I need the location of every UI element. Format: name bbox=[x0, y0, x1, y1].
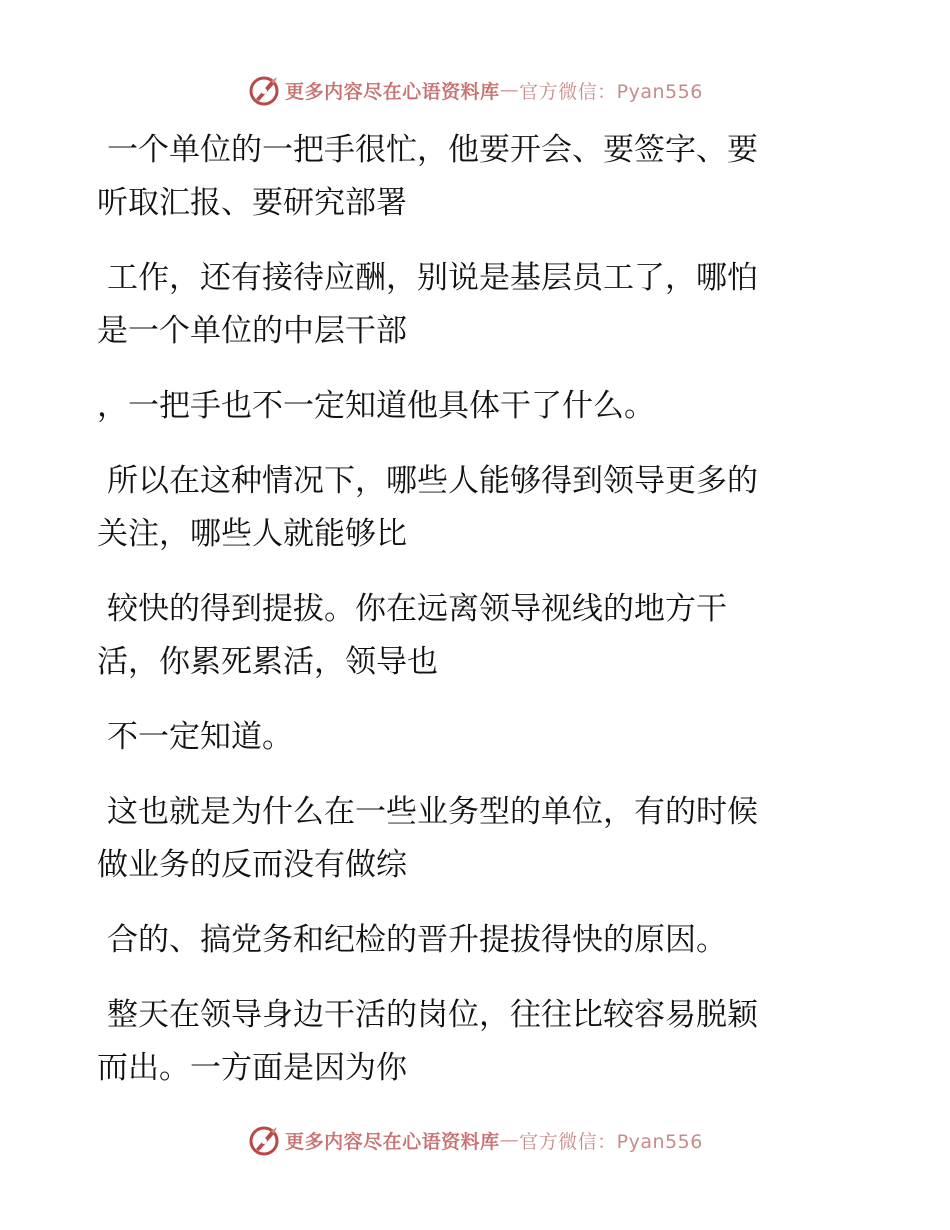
watermark-wechat-text: 官方微信：Pyan556 bbox=[519, 80, 703, 103]
watermark-separator: — bbox=[499, 79, 520, 101]
paragraph bbox=[97, 583, 832, 689]
paragraph-line: 不一定知道。 bbox=[107, 719, 293, 755]
paragraph bbox=[97, 786, 832, 892]
paragraph bbox=[97, 124, 832, 230]
paragraph-line: 关注，哪些人就能够比 bbox=[97, 516, 407, 552]
paragraph-line: 合的、搞党务和纪检的晋升提拔得快的原因。 bbox=[107, 922, 727, 958]
paragraph-line: 这也就是为什么在一些业务型的单位，有的时候 bbox=[107, 794, 758, 830]
paragraph-line: 所以在这种情况下，哪些人能够得到领导更多的 bbox=[107, 463, 758, 499]
paragraph bbox=[97, 711, 832, 764]
paragraph-line: 工作，还有接待应酬，别说是基层员工了，哪怕 bbox=[107, 260, 758, 296]
paragraph bbox=[97, 989, 832, 1095]
paragraph-line: 一个单位的一把手很忙，他要开会、要签字、要 bbox=[107, 132, 758, 168]
footer-watermark bbox=[0, 1120, 950, 1160]
paragraph-line: 听取汇报、要研究部署 bbox=[97, 185, 407, 221]
paragraph-line: 较快的得到提拔。你在远离领导视线的地方干 bbox=[107, 591, 727, 627]
paragraph bbox=[97, 252, 832, 358]
watermark-wechat-text: 官方微信：Pyan556 bbox=[519, 1130, 703, 1153]
watermark-separator: — bbox=[499, 1129, 520, 1151]
quill-pen-logo-icon bbox=[247, 1123, 281, 1157]
document-body bbox=[97, 124, 832, 1117]
paragraph bbox=[97, 914, 832, 967]
watermark-main-text: 更多内容尽在心语资料库 bbox=[285, 1130, 500, 1153]
paragraph-line: 做业务的反而没有做综 bbox=[97, 847, 407, 883]
paragraph bbox=[97, 455, 832, 561]
quill-pen-logo-icon bbox=[247, 73, 281, 107]
paragraph-line: 整天在领导身边干活的岗位，往往比较容易脱颖 bbox=[107, 997, 758, 1033]
paragraph-line: 是一个单位的中层干部 bbox=[97, 313, 407, 349]
paragraph-line: 而出。一方面是因为你 bbox=[97, 1050, 407, 1086]
paragraph-line: 活，你累死累活，领导也 bbox=[97, 644, 438, 680]
paragraph bbox=[97, 380, 832, 433]
paragraph-line: ，一把手也不一定知道他具体干了什么。 bbox=[97, 388, 655, 424]
header-watermark bbox=[0, 70, 950, 110]
watermark-main-text: 更多内容尽在心语资料库 bbox=[285, 80, 500, 103]
